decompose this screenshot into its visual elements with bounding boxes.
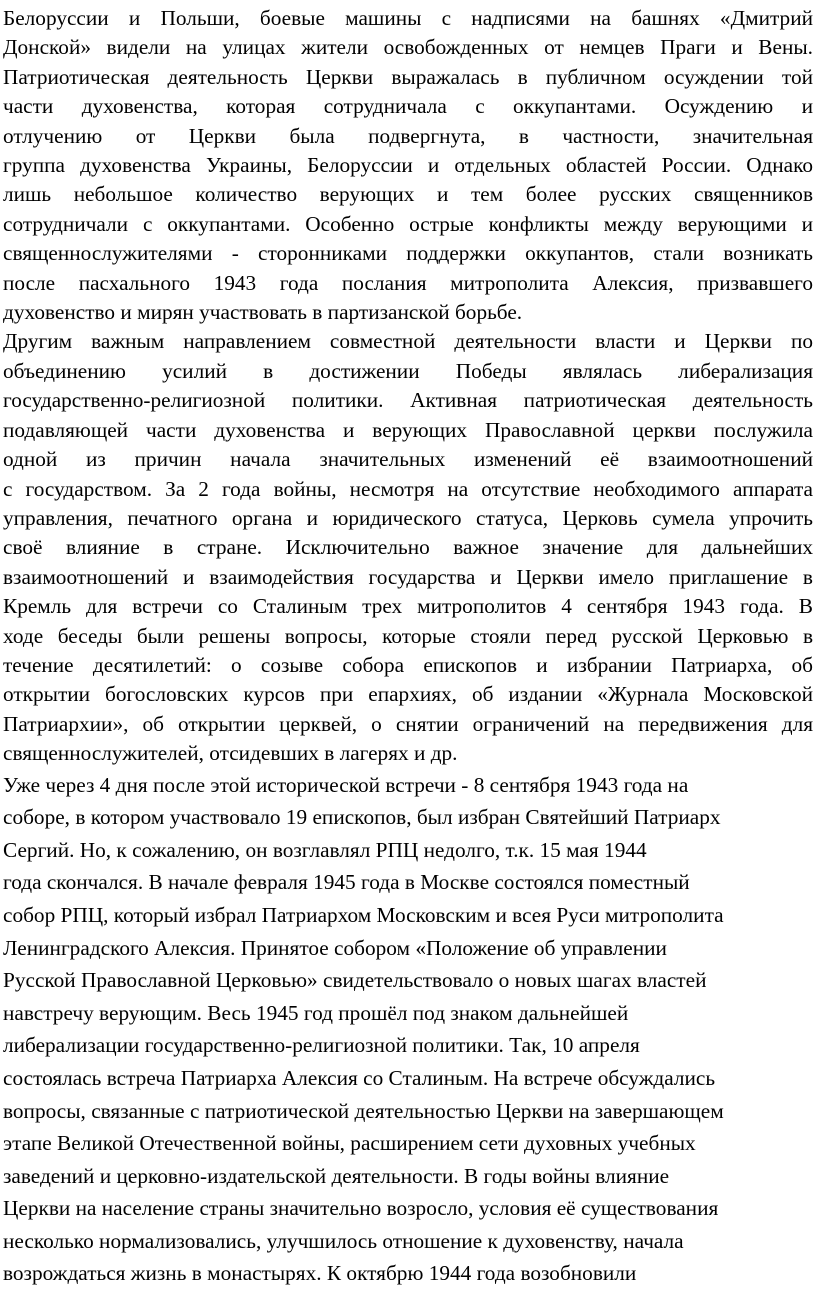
- text-line: отлучению от Церкви была подвергнута, в частности, значительная: [3, 123, 813, 148]
- text-line: Кремль для встречи со Сталиным трех митрополитов 4 сентября 1943 года. В: [3, 594, 813, 619]
- text-line: группа духовенства Украины, Белоруссии и отдельных областей России. Однако: [3, 153, 813, 178]
- text-line: взаимоотношений и взаимодействия государства и Церкви имело приглашение в: [3, 564, 813, 589]
- text-line: возрождаться жизнь в монастырях. К октябрю 1944 года возобновили: [3, 1261, 637, 1286]
- text-line: состоялась встреча Патриарха Алексия со Сталиным. На встрече обсуждались: [3, 1065, 716, 1090]
- text-line: Уже через 4 дня после этой исторической встречи - 8 сентября 1943 года на: [3, 772, 689, 797]
- text-line: Ленинградского Алексия. Принятое собором «Положение об управлении: [3, 935, 667, 960]
- paragraph-2: [3, 327, 813, 768]
- text-line: Белоруссии и Польши, боевые машины с надписями на башнях «Дмитрий: [3, 6, 813, 30]
- text-line: части духовенства, которая сотрудничала с оккупантами. Осуждению и: [3, 94, 813, 119]
- text-line: этапе Великой Отечественной войны, расширением сети духовных учебных: [3, 1131, 696, 1156]
- text-line: либерализации государственно-религиозной политики. Так, 10 апреля: [3, 1033, 640, 1058]
- text-line: года скончался. В начале февраля 1945 года в Москве состоялся поместный: [3, 870, 690, 895]
- text-line: Сергий. Но, к сожалению, он возглавлял РПЦ недолго, т.к. 15 мая 1944: [3, 837, 647, 862]
- text-line: священнослужителями - сторонниками поддержки оккупантов, стали возникать: [3, 241, 813, 266]
- text-line: священнослужителей, отсидевших в лагерях и др.: [3, 741, 458, 766]
- paragraph-1: [3, 4, 813, 327]
- text-line: духовенство и мирян участвовать в партизанской борьбе.: [3, 300, 523, 325]
- text-line: своё влияние в стране. Исключительно важное значение для дальнейших: [3, 535, 813, 560]
- text-line: несколько нормализовались, улучшилось отношение к духовенству, начала: [3, 1228, 684, 1253]
- text-line: Патриотическая деятельность Церкви выражалась в публичном осуждении той: [3, 64, 813, 89]
- text-line: лишь небольшое количество верующих и тем более русских священников: [3, 182, 813, 207]
- text-line: течение десятилетий: о созыве собора епископов и избрании Патриарха, об: [3, 652, 813, 677]
- text-line: собор РПЦ, который избрал Патриархом Московским и всея Руси митрополита: [3, 902, 724, 927]
- text-line: ходе беседы были решены вопросы, которые стояли перед русской Церковью в: [3, 623, 813, 648]
- text-line: соборе, в котором участвовало 19 епископов, был избран Святейший Патриарх: [3, 805, 721, 830]
- text-line: государственно-религиозной политики. Активная патриотическая деятельность: [3, 388, 813, 413]
- text-line: Патриархии», об открытии церквей, о снятии ограничений на передвижения для: [3, 711, 813, 736]
- text-line: Другим важным направлением совместной деятельности власти и Церкви по: [3, 329, 813, 354]
- text-line: навстречу верующим. Весь 1945 год прошёл под знаком дальнейшей: [3, 1000, 629, 1025]
- text-line: Донской» видели на улицах жители освобожденных от немцев Праги и Вены.: [3, 35, 813, 60]
- text-line: сотрудничали с оккупантами. Особенно острые конфликты между верующими и: [3, 211, 813, 236]
- text-line: Русской Православной Церковью» свидетельствовало о новых шагах властей: [3, 968, 707, 993]
- text-line: вопросы, связанные с патриотической деятельностью Церкви на завершающем: [3, 1098, 724, 1123]
- text-line: после пасхального 1943 года послания митрополита Алексия, призвавшего: [3, 270, 813, 295]
- text-line: управления, печатного органа и юридического статуса, Церковь сумела упрочить: [3, 505, 813, 530]
- text-line: объединению усилий в достижении Победы являлась либерализация: [3, 358, 813, 383]
- text-line: Церкви на население страны значительно возросло, условия её существования: [3, 1196, 719, 1221]
- text-line: с государством. За 2 года войны, несмотря на отсутствие необходимого аппарата: [3, 476, 813, 501]
- text-line: заведений и церковно-издательской деятельности. В годы войны влияние: [3, 1163, 670, 1188]
- text-line: открытии богословских курсов при епархиях, об издании «Журнала Московской: [3, 682, 813, 707]
- text-line: подавляющей части духовенства и верующих Православной церкви послужила: [3, 417, 813, 442]
- text-line: одной из причин начала значительных изменений её взаимоотношений: [3, 447, 813, 472]
